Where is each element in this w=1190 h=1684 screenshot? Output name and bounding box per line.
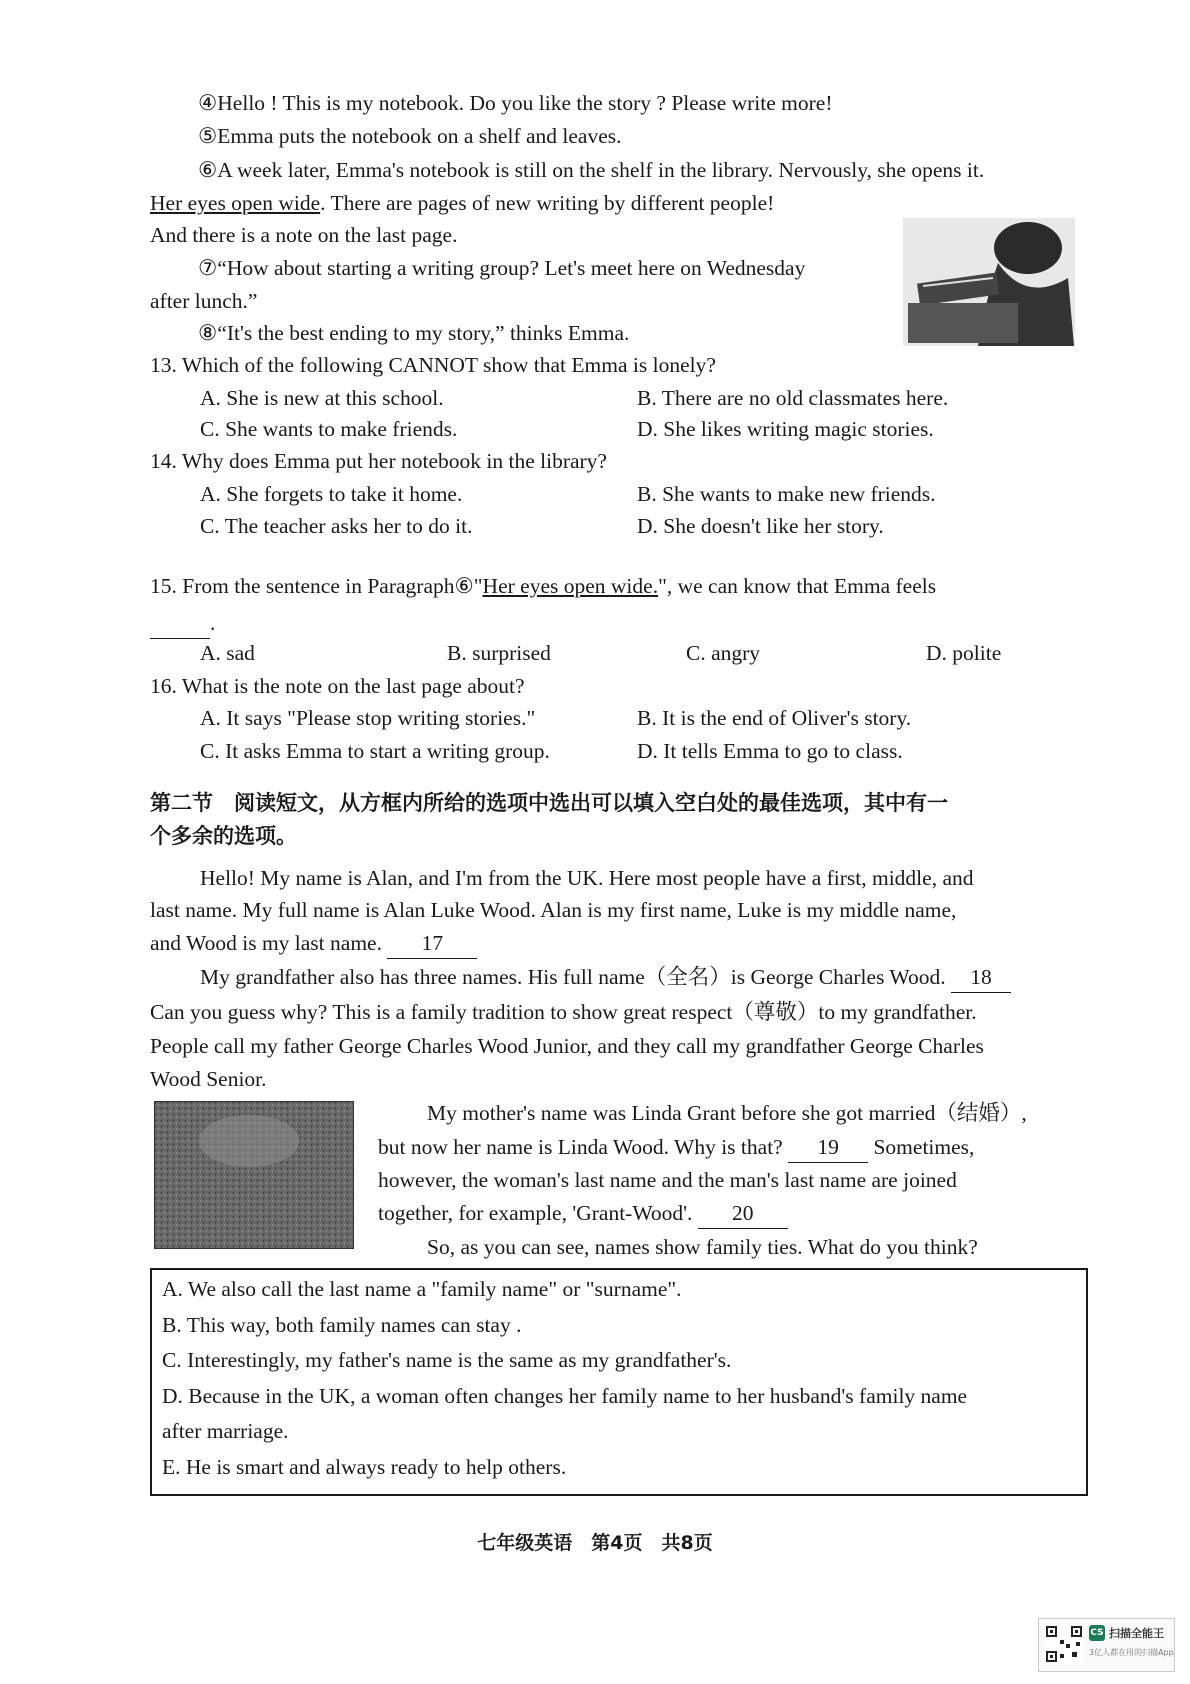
question-15-answer-blank: . xyxy=(150,608,215,639)
question-13-option-a: A. She is new at this school. xyxy=(200,386,444,410)
story-paragraph-6-line-2: Her eyes open wide. There are pages of new writing by different people! xyxy=(150,191,775,215)
blank-20: 20 xyxy=(698,1198,788,1229)
question-15-option-a: A. sad xyxy=(200,641,255,665)
question-16-option-b: B. It is the end of Oliver's story. xyxy=(637,706,912,730)
question-15-stem: 15. From the sentence in Paragraph⑥"Her eyes open wide.", we can know that Emma feels xyxy=(150,574,937,598)
option-e: E. He is smart and always ready to help others. xyxy=(162,1455,567,1479)
question-14-option-d: D. She doesn't like her story. xyxy=(637,514,884,538)
blank-19: 19 xyxy=(788,1132,868,1163)
story-paragraph-7-line-2: after lunch.” xyxy=(150,289,258,313)
story-paragraph-7-line-1: ⑦“How about starting a writing group? Let's meet here on Wednesday xyxy=(198,256,806,280)
option-d-line-1: D. Because in the UK, a woman often changes her family name to her husband's family name xyxy=(162,1384,968,1408)
question-16-stem: 16. What is the note on the last page about? xyxy=(150,674,525,698)
passage-paragraph-3-line-4: together, for example, 'Grant-Wood'. 20 xyxy=(378,1198,788,1229)
story-paragraph-5: ⑤Emma puts the notebook on a shelf and leaves. xyxy=(198,124,622,148)
passage-paragraph-4: So, as you can see, names show family ties. What do you think? xyxy=(427,1235,978,1259)
passage-paragraph-1-line-1: Hello! My name is Alan, and I'm from the UK. Here most people have a first, middle, and xyxy=(200,866,974,890)
passage-paragraph-3-line-1: My mother's name was Linda Grant before she got married（结婚）, xyxy=(427,1101,1027,1125)
scanner-brand-name: 扫描全能王 xyxy=(1109,1627,1164,1640)
question-14-option-b: B. She wants to make new friends. xyxy=(637,482,936,506)
page-footer: 七年级英语 第4页 共8页 xyxy=(477,1532,713,1554)
underlined-phrase: Her eyes open wide xyxy=(150,191,321,215)
scanner-watermark-badge xyxy=(1038,1618,1175,1672)
question-14-option-a: A. She forgets to take it home. xyxy=(200,482,463,506)
question-14-stem: 14. Why does Emma put her notebook in the library? xyxy=(150,449,607,473)
passage-paragraph-2-line-2: Can you guess why? This is a family tradition to show great respect（尊敬）to my grandfather. xyxy=(150,1000,977,1024)
passage-paragraph-2-line-3: People call my father George Charles Wood Junior, and they call my grandfather George Charles xyxy=(150,1034,984,1058)
option-b: B. This way, both family names can stay . xyxy=(162,1313,522,1337)
question-15-option-b: B. surprised xyxy=(447,641,551,665)
blank-17: 17 xyxy=(387,928,477,959)
passage-paragraph-1-line-3: and Wood is my last name. 17 xyxy=(150,928,477,959)
story-paragraph-8: ⑧“It's the best ending to my story,” thinks Emma. xyxy=(198,321,630,345)
question-13-option-c: C. She wants to make friends. xyxy=(200,417,458,441)
camscanner-logo-icon: CS xyxy=(1089,1625,1105,1641)
question-15-option-c: C. angry xyxy=(686,641,761,665)
story-paragraph-6-line-1: ⑥A week later, Emma's notebook is still on the shelf in the library. Nervously, she opens it. xyxy=(198,158,985,182)
passage-paragraph-3-line-3: however, the woman's last name and the man's last name are joined xyxy=(378,1168,957,1192)
story-paragraph-6-line-3: And there is a note on the last page. xyxy=(150,223,458,247)
question-16-option-d: D. It tells Emma to go to class. xyxy=(637,739,903,763)
passage-paragraph-1-line-2: last name. My full name is Alan Luke Wood. Alan is my first name, Luke is my middle name, xyxy=(150,898,957,922)
question-16-option-c: C. It asks Emma to start a writing group. xyxy=(200,739,550,763)
scanner-tagline: 3亿人都在用的扫描App xyxy=(1089,1648,1174,1657)
qr-code-icon xyxy=(1044,1624,1084,1664)
option-a: A. We also call the last name a "family name" or "surname". xyxy=(162,1277,682,1301)
blank-18: 18 xyxy=(951,962,1011,993)
passage-paragraph-3-line-2: but now her name is Linda Wood. Why is that? 19 Sometimes, xyxy=(378,1132,974,1163)
question-14-option-c: C. The teacher asks her to do it. xyxy=(200,514,473,538)
section-2-heading-line-1: 第二节 阅读短文，从方框内所给的选项中选出可以填入空白处的最佳选项，其中有一 xyxy=(150,791,948,815)
passage-paragraph-2-line-4: Wood Senior. xyxy=(150,1067,267,1091)
option-d-line-2: after marriage. xyxy=(162,1419,289,1443)
passage-paragraph-2-line-1: My grandfather also has three names. His full name（全名）is George Charles Wood. 18 xyxy=(200,962,1011,993)
option-c: C. Interestingly, my father's name is the same as my grandfather's. xyxy=(162,1348,732,1372)
question-16-option-a: A. It says "Please stop writing stories." xyxy=(200,706,536,730)
reading-girl-illustration xyxy=(898,208,1080,350)
story-paragraph-4: ④Hello ! This is my notebook. Do you like the story ? Please write more! xyxy=(198,91,833,115)
couple-photo xyxy=(154,1101,354,1249)
question-15-option-d: D. polite xyxy=(926,641,1002,665)
question-13-option-b: B. There are no old classmates here. xyxy=(637,386,949,410)
question-13-option-d: D. She likes writing magic stories. xyxy=(637,417,934,441)
section-2-heading-line-2: 个多余的选项。 xyxy=(150,824,297,848)
question-13-stem: 13. Which of the following CANNOT show that Emma is lonely? xyxy=(150,353,716,377)
